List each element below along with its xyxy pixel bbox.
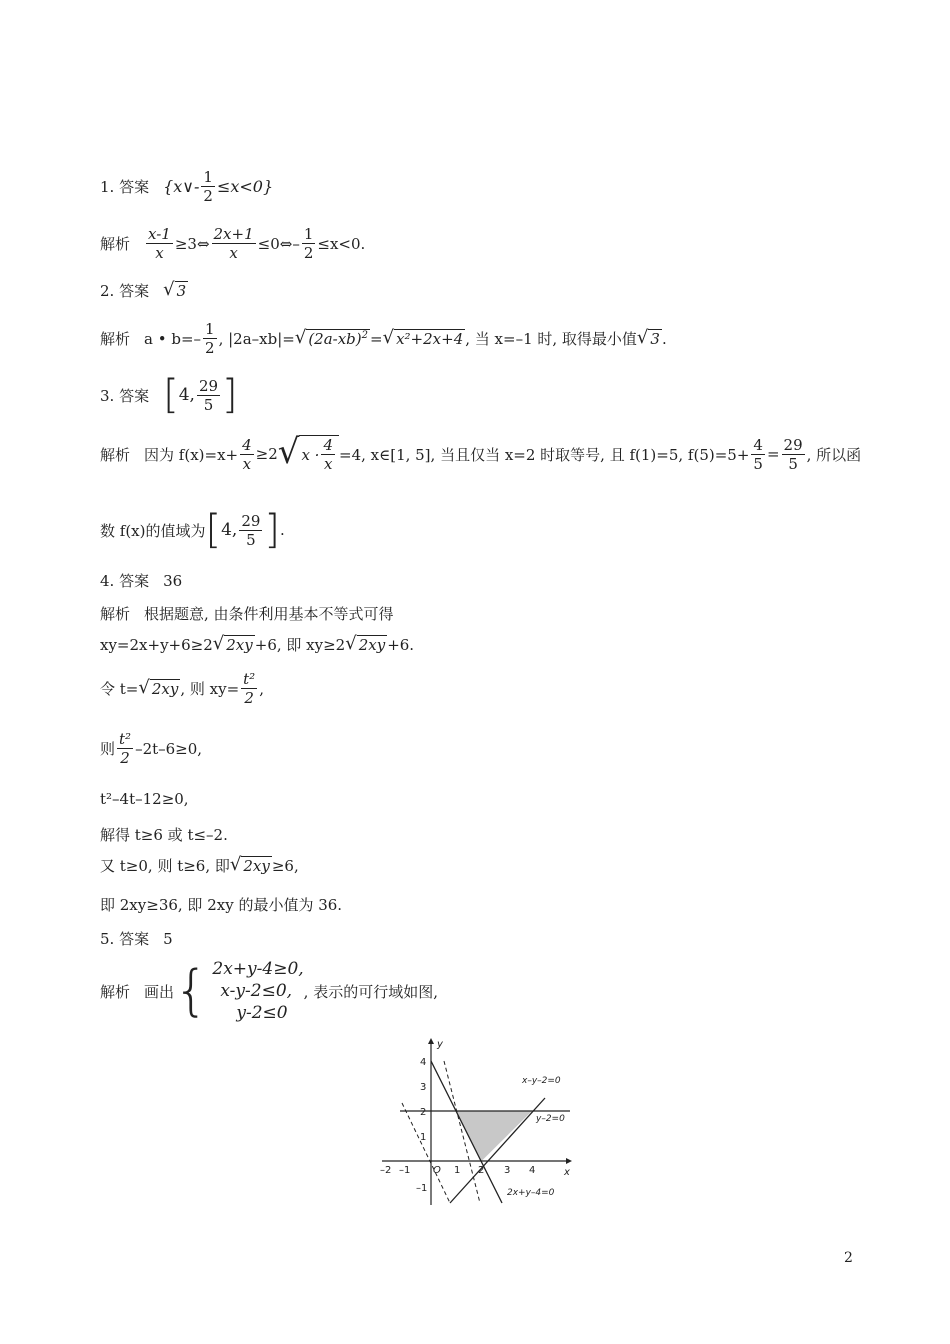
q1-analysis-line (100, 225, 365, 262)
q4-analysis-label: 解析 (100, 605, 131, 623)
q3-frac1: $\frac{4}{x}$ (242, 435, 252, 473)
q4-l8: 即 2xy≥36, 即 2xy 的最小值为 36. (100, 896, 343, 914)
q3-text3: =4, x∈[1, 5], 当且仅当 x=2 时取等号, 且 f(1)=5, f(5)=5+ (339, 445, 750, 464)
page-number: 2 (844, 1250, 853, 1266)
q3-text6: 数 f(x)的值域为 (100, 521, 206, 540)
q1-frac1: $\frac{x-1}{x}$ (148, 225, 171, 262)
q3-bracket-close: ] (222, 372, 238, 418)
q4-l2b: +6, 即 xy≥2 (254, 636, 346, 654)
q3-bracket-open: [ (163, 372, 179, 418)
q3-text7: . (280, 521, 285, 539)
x-tick--1: –1 (399, 1165, 411, 1176)
q3-ans-a: 4, (178, 385, 195, 405)
q1-answer-line (100, 168, 273, 205)
q4-l1: 根据题意, 由条件利用基本不等式可得 (144, 605, 394, 623)
q2-sqrt1: √ $(2a-xb)^2$ (294, 327, 369, 348)
x-tick-2: 2 (478, 1165, 485, 1176)
q5-answer: 5 (163, 929, 173, 948)
q3-range-frac: $\frac{29}{5}$ (241, 511, 261, 549)
q5-label: 5. 答案 (100, 930, 150, 948)
q2-text1: a • b=– (144, 329, 202, 348)
q4-l2-sqrt1: √ 2xy (212, 633, 253, 654)
x-tick-3: 3 (504, 1165, 511, 1176)
q1-frac3: $\frac{1}{2}$ (303, 225, 314, 262)
q3-sqrt: √ x · $\frac{4}{x}$ (278, 435, 339, 473)
q4-answer-line (100, 570, 182, 591)
q1-mid2: ≤0⇔– (257, 234, 300, 253)
q4-analysis-line3 (100, 670, 264, 707)
origin-label: O (433, 1165, 441, 1176)
q1-frac2: $\frac{2x+1}{x}$ (213, 225, 254, 262)
q4-l2a: xy=2x+y+6≥2 (100, 635, 213, 654)
q1-answer-right: ≤x<0} (216, 177, 274, 196)
q3-text5: , 所以函 (806, 445, 862, 464)
q3-range-a: 4, (221, 520, 238, 540)
q4-l7a: 又 t≥0, 则 t≥6, 即 (100, 857, 230, 875)
label-x-y-2: x–y–2=0 (522, 1076, 561, 1086)
q2-text5: . (661, 329, 667, 348)
q4-l3-frac: $\frac{\text{t²}}{2}$ (243, 670, 256, 707)
y-tick-3: 3 (420, 1082, 427, 1093)
q3-text4: = (766, 445, 780, 463)
q1-label: 1. 答案 (100, 178, 150, 196)
q4-l7-sqrt: √ 2xy (229, 854, 270, 875)
q4-l4b: –2t–6≥0, (135, 739, 203, 758)
q3-label: 3. 答案 (100, 386, 150, 405)
label-y-2: y–2=0 (536, 1114, 565, 1124)
q3-range-close: ] (264, 507, 281, 553)
y-tick--1: –1 (416, 1183, 428, 1194)
x-tick-1: 1 (454, 1165, 461, 1176)
q4-analysis-line6 (100, 824, 228, 845)
q5-analysis-line (100, 958, 438, 1024)
q2-text4: , 当 x=–1 时, 取得最小值 (465, 330, 637, 348)
q5-ineq2: x-y-2≤0, (220, 981, 293, 1001)
q2-answer-sqrt: √ 3 (163, 279, 187, 300)
x-axis-label: x (564, 1167, 570, 1178)
q4-l4-frac: $\frac{\text{t²}}{2}$ (119, 730, 132, 767)
q5-text1: 画出 (144, 982, 175, 1001)
q3-text2: ≥2 (255, 445, 278, 463)
q4-analysis-line4 (100, 730, 202, 767)
q2-answer-line (100, 280, 188, 301)
q4-l3a: 令 t= (100, 680, 139, 698)
q3-text1: 因为 f(x)=x+ (144, 445, 239, 464)
y-tick-1: 1 (420, 1132, 427, 1143)
q4-l3c: , (259, 679, 264, 698)
feasible-region-figure (370, 1035, 580, 1205)
q4-l3-sqrt: √ 2xy (138, 677, 179, 698)
q2-frac: $\frac{1}{2}$ (205, 320, 215, 357)
label-2x-y-4: 2x+y–4=0 (507, 1188, 555, 1198)
q4-l6: 解得 t≥6 或 t≤–2. (100, 826, 228, 844)
y-axis-label: y (437, 1039, 443, 1050)
q5-answer-line (100, 928, 173, 949)
q3-analysis-line (100, 432, 862, 473)
q4-analysis-line1 (100, 603, 394, 624)
x-tick-4: 4 (529, 1165, 536, 1176)
q5-system (212, 958, 303, 1024)
x-tick--2: –2 (380, 1165, 392, 1176)
q4-analysis-line8 (100, 894, 342, 915)
q3-answer-line (100, 372, 238, 418)
q5-brace: { (174, 959, 209, 1022)
q4-label: 4. 答案 (100, 572, 150, 590)
y-axis-arrow (428, 1038, 434, 1044)
q2-analysis-line (100, 320, 667, 357)
q2-text3: = (370, 329, 383, 348)
x-axis-arrow (566, 1158, 572, 1164)
q4-l7b: ≥6, (271, 856, 299, 875)
q5-analysis-label: 解析 (100, 982, 131, 1001)
q2-label: 2. 答案 (100, 282, 150, 300)
q5-ineq1: 2x+y-4≥0, (212, 959, 304, 979)
q5-ineq3: y-2≤0 (236, 1003, 288, 1023)
q3-range-open: [ (205, 507, 222, 553)
q3-frac3: $\frac{29}{5}$ (783, 435, 803, 473)
q4-l5: t²–4t–12≥0, (100, 790, 189, 808)
q3-ans-frac: $\frac{29}{5}$ (198, 376, 219, 414)
q2-text2: , |2a–xb|= (218, 329, 295, 348)
q5-text2: , 表示的可行域如图, (303, 982, 438, 1001)
q4-analysis-line5 (100, 790, 189, 808)
q3-analysis-line2 (100, 507, 285, 553)
q1-end: ≤x<0. (317, 234, 366, 253)
q4-l2c: +6. (387, 635, 415, 654)
q3-frac2: $\frac{4}{5}$ (753, 435, 763, 473)
q2-sqrt3: √ 3 (636, 327, 660, 348)
q3-analysis-label: 解析 (100, 445, 131, 464)
q2-analysis-label: 解析 (100, 330, 131, 348)
q1-analysis-label: 解析 (100, 235, 131, 253)
q1-mid1: ≥3⇔ (174, 234, 210, 253)
y-tick-4: 4 (420, 1057, 427, 1068)
q4-analysis-line7 (100, 855, 299, 876)
q1-answer-frac: $\frac{1}{2}$ (203, 168, 213, 205)
y-tick-2: 2 (420, 1107, 427, 1118)
q4-answer: 36 (163, 571, 183, 590)
q2-sqrt2: √ x²+2x+4 (382, 327, 464, 348)
q1-answer-left: {x∨- (163, 177, 200, 196)
q4-l3b: , 则 xy= (180, 680, 240, 698)
q4-analysis-line2 (100, 634, 414, 655)
q4-l2-sqrt2: √ 2xy (345, 633, 386, 654)
q4-l4a: 则 (100, 740, 116, 758)
